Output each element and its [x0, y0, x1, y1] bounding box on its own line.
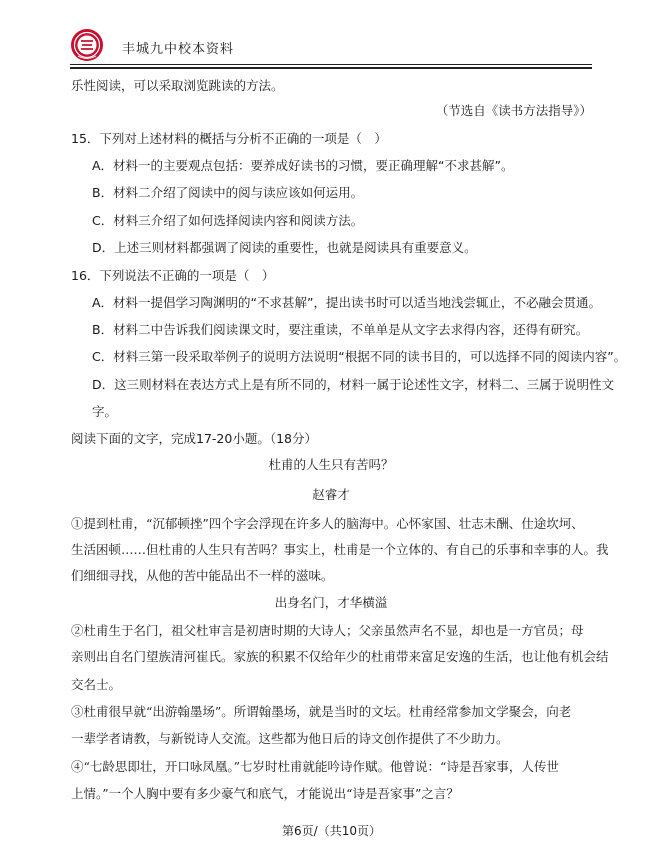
- article-title: 杜甫的人生只有苦吗？: [268, 457, 394, 472]
- paragraph-4-line: 上情。”一个人胸中要有多少豪气和底气，才能说出“诗是吾家事”之言？: [71, 786, 459, 801]
- page-footer: 第6页/（共10页）: [282, 824, 381, 838]
- option-16-d-cont: 字。: [92, 404, 118, 419]
- article-author: 赵睿才: [312, 487, 350, 502]
- paragraph-2-line: ②杜甫生于名门，祖父杜审言是初唐时期的大诗人；父亲虽然声名不显，却也是一方官员；母: [71, 623, 584, 638]
- paragraph-1-line: 们细细寻找，从他的苦中能品出不一样的滋味。: [71, 568, 334, 583]
- option-15-b: B．材料二介绍了阅读中的阅与读应该如何运用。: [92, 185, 364, 200]
- option-15-c: C．材料三介绍了如何选择阅读内容和阅读方法。: [92, 213, 364, 228]
- paragraph-2-line: 交名士。: [71, 677, 122, 692]
- reading-instruction: 阅读下面的文字，完成17-20小题。（18分）: [71, 431, 317, 446]
- page-header: [70, 28, 590, 64]
- question-15: 15．下列对上述材料的概括与分析不正确的一项是（ ）: [71, 131, 387, 146]
- option-16-b: B．材料二中告诉我们阅读课文时，要注重读，不单单是从文字去求得内容，还得有研究。: [92, 322, 589, 337]
- paragraph-2-line: 亲则出自名门望族清河崔氏。家族的积累不仅给年少的杜甫带来富足安逸的生活，也让他有机会结: [71, 649, 609, 664]
- option-16-d: D．这三则材料在表达方式上是有所不同的，材料一属于论述性文字，材料二、三属于说明性文: [92, 377, 615, 392]
- paragraph-1-line: 生活困顿……但杜甫的人生只有苦吗？事实上，杜甫是一个立体的、有自己的乐事和幸事的人。我: [71, 542, 609, 557]
- option-16-a: A．材料一提倡学习陶渊明的“不求甚解”，提出读书时可以适当地浅尝辄止，不必融会贯通。: [92, 295, 602, 310]
- text-line: 乐性阅读，可以采取浏览跳读的方法。: [71, 78, 284, 93]
- header-rule-thick: [70, 67, 592, 69]
- option-15-a: A．材料一的主要观点包括：要养成好读书的习惯，要正确理解“不求甚解”。: [92, 158, 514, 173]
- option-15-d: D．上述三则材料都强调了阅读的重要性，也就是阅读具有重要意义。: [92, 240, 477, 255]
- question-16: 16．下列说法不正确的一项是（ ）: [71, 268, 275, 283]
- section-heading: 出身名门，才华横溢: [274, 595, 388, 610]
- option-16-c: C．材料三第一段采取举例子的说明方法说明“根据不同的读书目的，可以选择不同的阅读内容”。: [92, 349, 627, 364]
- paragraph-4-line: ④“七龄思即壮，开口咏凤凰。”七岁时杜甫就能吟诗作赋。他曾说：“诗是吾家事，人传世: [71, 759, 559, 774]
- school-name: 丰城九中校本资料: [122, 42, 235, 57]
- paragraph-1-line: ①提到杜甫，“沉郁顿挫”四个字会浮现在许多人的脑海中。心怀家国、壮志未酬、仕途坎坷、: [71, 516, 584, 531]
- source-line: （节选自《读书方法指导》）: [435, 103, 592, 118]
- paragraph-3-line: 一辈学者请教，与新锐诗人交流。这些都为他日后的诗文创作提供了不少助力。: [71, 731, 509, 746]
- school-logo-icon: [70, 28, 104, 62]
- paragraph-3-line: ③杜甫很早就“出游翰墨场”。所谓翰墨场，就是当时的文坛。杜甫经常参加文学聚会，向老: [71, 704, 572, 719]
- header-rule-thin: [70, 64, 592, 65]
